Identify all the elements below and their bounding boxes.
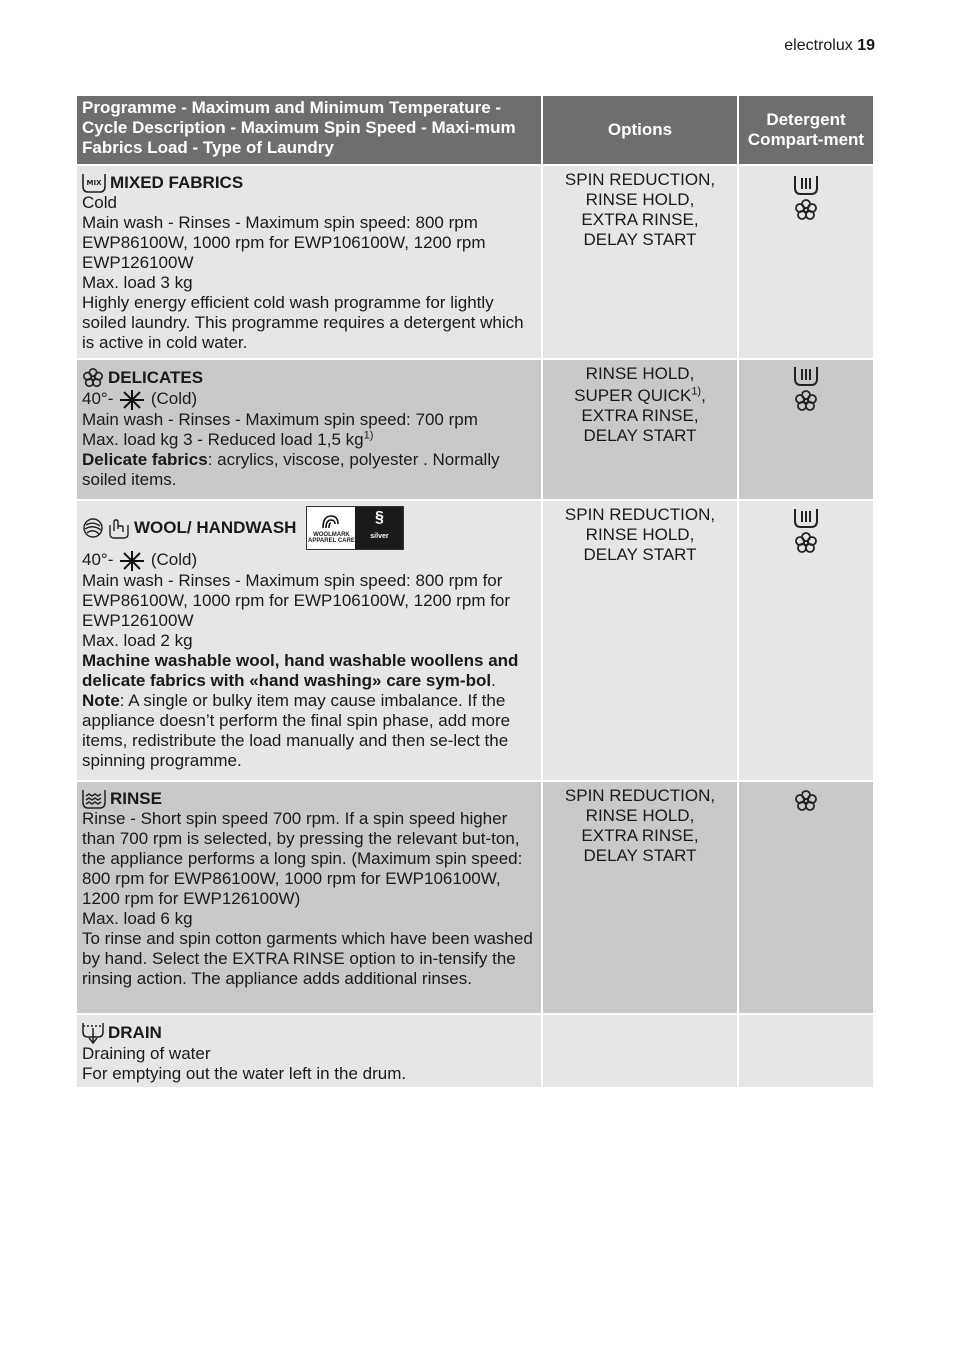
header-detergent: Detergent Compart-ment: [739, 96, 873, 164]
programme-line: For emptying out the water left in the drum.: [82, 1064, 407, 1083]
temperature-line: [82, 389, 536, 410]
page-header: [784, 37, 875, 55]
table-row-drain: [77, 1015, 875, 1087]
programme-name: RINSE: [110, 789, 162, 808]
woolmark-logo: [307, 507, 355, 549]
table-row-mixed-fabrics: [77, 166, 875, 358]
option-item: DELAY START: [583, 230, 697, 249]
temperature-line: [82, 550, 536, 571]
table-row-rinse: [77, 782, 875, 1013]
rinse-icon: [82, 789, 106, 809]
option-item: SPIN REDUCTION,: [564, 505, 716, 524]
temp-min: (Cold): [150, 389, 198, 408]
brand-name: electrolux: [784, 37, 853, 54]
softener-flower-icon: [794, 531, 818, 555]
silver-text: silver: [370, 533, 389, 540]
svg-text:MIX: MIX: [86, 179, 102, 187]
wool-yarn-icon: [82, 517, 104, 539]
temp-min: (Cold): [150, 550, 198, 569]
table-row-wool-handwash: [77, 501, 875, 780]
description-bold: Machine washable wool, hand washable woollens and delicate fabrics with «hand washing» care sym-bol: [82, 650, 519, 690]
programme-line: Highly energy efficient cold wash programme for lightly soiled laundry. This programme requires a detergent which is active in cold water.: [82, 293, 524, 352]
option-item: [547, 386, 733, 406]
mix-icon: [82, 173, 106, 193]
programme-line: To rinse and spin cotton garments which have been washed by hand. Select the EXTRA RINSE option to in-tensify the rinsing action. The appliance adds additional rinses.: [82, 929, 533, 988]
temp-max: 40°-: [82, 550, 114, 569]
page-number: 19: [857, 37, 875, 54]
detergent-empty: [739, 1015, 873, 1087]
option-item: RINSE HOLD,: [585, 806, 695, 825]
description-bold: Delicate fabrics: [82, 449, 208, 469]
option-item: SPIN REDUCTION,: [564, 786, 716, 805]
programme-line: Cold: [82, 193, 117, 212]
main-wash-compartment-icon: [793, 174, 819, 196]
option-item: EXTRA RINSE,: [581, 210, 699, 229]
option-tail: ,: [701, 386, 706, 405]
option-item: EXTRA RINSE,: [581, 406, 699, 425]
drain-icon: [82, 1022, 104, 1044]
option-item: DELAY START: [583, 426, 697, 445]
options-empty: [543, 1015, 737, 1087]
note-text: : A single or bulky item may cause imbalance. If the appliance doesn’t perform the final spin phase, add more items, redistribute the load manually and then se-lect the spinning programme.: [82, 690, 511, 770]
option-item: DELAY START: [583, 545, 697, 564]
header-options: Options: [543, 96, 737, 164]
softener-flower-icon: [794, 198, 818, 222]
programme-name: MIXED FABRICS: [110, 173, 244, 192]
cold-snowflake-icon: [118, 551, 146, 571]
programme-name: DRAIN: [108, 1023, 162, 1042]
table-header-row: [77, 96, 875, 164]
footnote-ref: 1): [363, 428, 374, 441]
load-line: [82, 430, 536, 450]
programme-line: Main wash - Rinses - Maximum spin speed: 800 rpm EWP86100W, 1000 rpm for EWP106100W, 1200 rpm EWP126100W: [82, 213, 486, 272]
option-item: RINSE HOLD,: [585, 364, 695, 383]
option-item: EXTRA RINSE,: [581, 826, 699, 845]
softener-flower-icon: [794, 789, 818, 813]
table-row-delicates: [77, 360, 875, 499]
temp-max: 40°-: [82, 389, 114, 408]
description-text: : acrylics, viscose, polyester . Normally soiled items.: [82, 449, 500, 489]
programme-line: Rinse - Short spin speed 700 rpm. If a spin speed higher than 700 rpm is selected, by pressing the relevant but-ton, the appliance performs a long spin. (Maximum spin speed: 800 rpm for EWP86100W, 1000 rpm for EWP106100W, 1200 rpm for EWP126100W): [82, 809, 523, 908]
woolmark-badge: [306, 506, 404, 550]
load-text: Max. load kg 3 - Reduced load 1,5 kg: [82, 429, 364, 449]
programme-line: Draining of water: [82, 1044, 211, 1063]
woolmark-icon: [320, 512, 342, 532]
note-label: Note: [82, 690, 120, 710]
programme-name: WOOL/ HANDWASH: [134, 518, 297, 537]
s-mark-icon: §: [374, 509, 384, 526]
programme-line: Max. load 3 kg: [82, 273, 193, 292]
description-line: [82, 651, 536, 771]
softener-flower-icon: [794, 389, 818, 413]
silver-logo: [355, 507, 403, 549]
option-item: SPIN REDUCTION,: [564, 170, 716, 189]
cold-snowflake-icon: [118, 390, 146, 410]
footnote-ref: 1): [691, 385, 702, 398]
programme-line: Main wash - Rinses - Maximum spin speed: 800 rpm for EWP86100W, 1000 rpm for EWP106100W, 1200 rpm for EWP126100W: [82, 570, 511, 630]
programme-table: [77, 96, 875, 1089]
programme-name: DELICATES: [108, 368, 204, 387]
option-item: RINSE HOLD,: [585, 525, 695, 544]
delicates-flower-icon: [82, 367, 104, 389]
programme-line: Max. load 2 kg: [82, 630, 193, 650]
programme-line: Main wash - Rinses - Maximum spin speed: 700 rpm: [82, 409, 478, 429]
woolmark-text: WOOLMARK APPAREL CARE: [308, 532, 355, 544]
option-item: RINSE HOLD,: [585, 190, 695, 209]
header-programme: Programme - Maximum and Minimum Temperature - Cycle Description - Maximum Spin Speed - Maxi-mum Fabrics Load - Type of Laundry: [77, 96, 541, 164]
description-line: [82, 450, 536, 490]
main-wash-compartment-icon: [793, 365, 819, 387]
main-wash-compartment-icon: [793, 507, 819, 529]
separator: .: [491, 670, 496, 690]
programme-line: Max. load 6 kg: [82, 909, 193, 928]
option-item: DELAY START: [583, 846, 697, 865]
option-text: SUPER QUICK: [574, 386, 692, 405]
hand-wash-icon: [108, 517, 130, 539]
